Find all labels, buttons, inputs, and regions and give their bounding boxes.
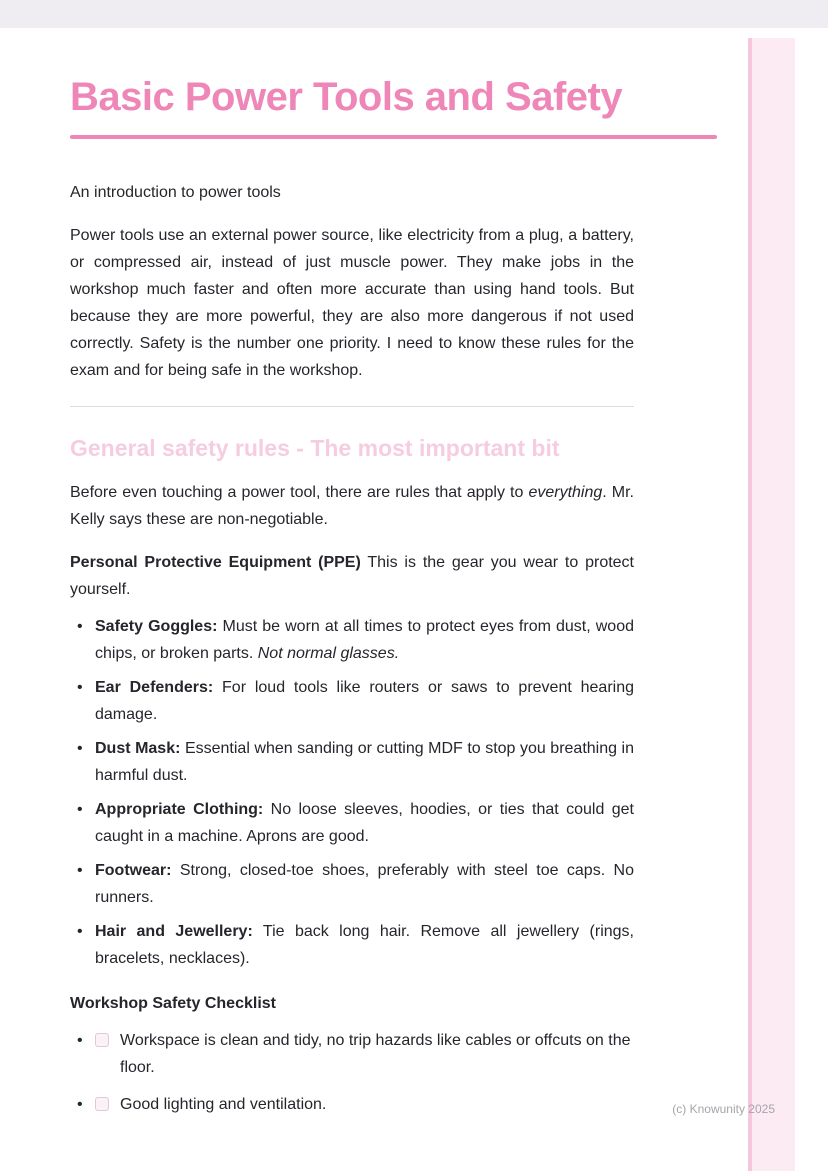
bullet-text: No loose sleeves, hoodies, or ties that could get caught in a machine. Aprons are good. [95,801,635,845]
list-item [70,735,634,789]
checkbox-unchecked[interactable] [95,1033,109,1047]
bullet-label: Safety Goggles: [95,618,218,635]
title-underline [70,135,717,139]
list-item [70,613,634,667]
intro-label: An introduction to power tools [70,184,281,201]
page-title: Basic Power Tools and Safety [70,75,623,119]
list-item [70,1091,634,1118]
list-item [70,1027,634,1081]
section-heading: General safety rules - The most important bit [70,435,560,461]
ppe-label: Personal Protective Equipment (PPE) [70,554,361,571]
copyright-watermark: (c) Knowunity 2025 [672,1102,775,1116]
ppe-paragraph [70,549,634,603]
bullet-label: Dust Mask: [95,740,181,757]
checkbox-unchecked[interactable] [95,1097,109,1111]
right-margin-stripe [748,38,795,1171]
bullet-text: Essential when sanding or cutting MDF to stop you breathing in harmful dust. [95,740,634,784]
list-item [70,918,634,972]
checklist-text: Workspace is clean and tidy, no trip hazards like cables or offcuts on the floor. [120,1032,631,1076]
bullet-label: Footwear: [95,862,172,879]
bullet-text: Strong, closed-toe shoes, preferably with steel toe caps. No runners. [95,862,634,906]
bullet-emphasis: Not normal glasses. [257,645,400,662]
ppe-text: This is the gear you wear to protect yourself. [70,554,635,598]
section-divider [70,406,634,407]
ppe-bullet-list [70,613,634,972]
list-item [70,796,634,850]
bullet-text: Must be worn at all times to protect eyes from dust, wood chips, or broken parts. [95,618,634,662]
safety-checklist [70,1027,634,1118]
section-intro-post: . Mr. Kelly says these are non-negotiable. [70,484,634,528]
bullet-text: Tie back long hair. Remove all jewellery (rings, bracelets, necklaces). [95,923,634,967]
bullet-text: For loud tools like routers or saws to prevent hearing damage. [95,679,634,723]
checklist-text: Good lighting and ventilation. [120,1096,327,1113]
document-content [70,28,634,1118]
bullet-label: Appropriate Clothing: [95,801,264,818]
intro-paragraph: Power tools use an external power source, like electricity from a plug, a battery, or compressed air, instead of just muscle power. They make jobs in the workshop much faster and often more accurate than using hand tools. But because they are more powerful, they are also more dangerous if not used correctly. Safety is the number one priority. I need to know these rules for the exam and for being safe in the workshop. [70,227,634,379]
list-item [70,857,634,911]
bullet-label: Hair and Jewellery: [95,923,253,940]
list-item [70,674,634,728]
checklist-heading: Workshop Safety Checklist [70,995,276,1012]
bullet-label: Ear Defenders: [95,679,214,696]
section-intro-pre: Before even touching a power tool, there are rules that apply to [70,484,529,501]
section-intro-paragraph [70,479,634,533]
section-intro-emphasis: everything [528,484,603,501]
